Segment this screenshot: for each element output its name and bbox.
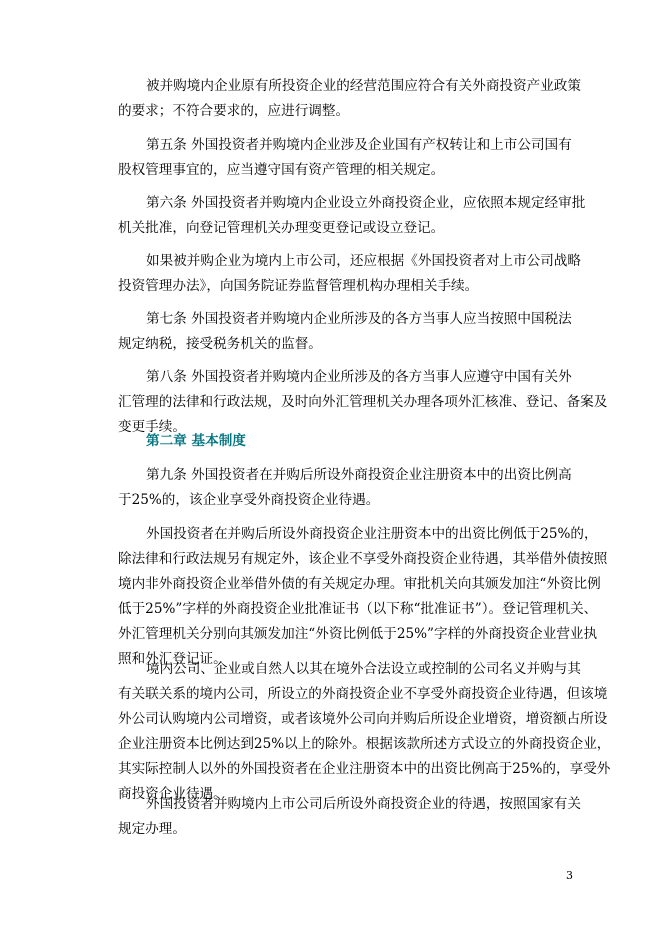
paragraph-line: 于25%的，该企业享受外商投资企业待遇。 [118, 492, 380, 508]
paragraph-line: 低于25%”字样的外商投资企业批准证书（以下称“批准证书”）。登记管理机关、 [118, 601, 598, 617]
paragraph-line: 除法律和行政法规另有规定外，该企业不享受外商投资企业待遇，其举借外债按照 [118, 551, 608, 567]
paragraph-line: 外国投资者在并购后所设外商投资企业注册资本中的出资比例低于25%的， [146, 526, 598, 542]
paragraph-line: 外公司认购境内公司增资，或者该境外公司向并购后所设企业增资，增资额占所设 [118, 711, 608, 727]
paragraph-line: 变更手续。 [118, 419, 186, 435]
paragraph-line: 境内非外商投资企业举借外债的有关规定办理。审批机关向其颁发加注“外资比例 [118, 576, 601, 592]
paragraph-line: 照和外汇登记证。 [118, 651, 227, 667]
paragraph-line: 规定纳税，接受税务机关的监督。 [118, 336, 322, 352]
paragraph-domestic-affiliates [118, 657, 611, 807]
paragraph-scope-adjustment [118, 74, 586, 124]
paragraph-article-6 [118, 191, 586, 241]
paragraph-line: 外汇管理机关分别向其颁发加注“外资比例低于25%”字样的外商投资企业营业执 [118, 626, 598, 642]
paragraph-line: 投资管理办法》，向国务院证券监督管理机构办理相关手续。 [118, 278, 479, 294]
paragraph-line: 的要求；不符合要求的，应进行调整。 [118, 103, 350, 119]
paragraph-line: 规定办理。 [118, 821, 186, 837]
paragraph-line: 机关批准，向登记管理机关办理变更登记或设立登记。 [118, 220, 445, 236]
chapter-heading: 第二章 基本制度 [146, 433, 246, 449]
paragraph-line: 其实际控制人以外的外国投资者在企业注册资本中的出资比例高于25%的，享受外 [118, 761, 611, 777]
paragraph-listed-treatment [118, 792, 586, 842]
paragraph-line: 商投资企业待遇。 [118, 786, 227, 802]
paragraph-line: 汇管理的法律和行政法规，及时向外汇管理机关办理各项外汇核准、登记、备案及 [118, 394, 608, 410]
paragraph-article-9 [118, 463, 586, 513]
paragraph-line: 有关联关系的境内公司，所设立的外商投资企业不享受外商投资企业待遇，但该境 [118, 686, 608, 702]
paragraph-line: 第八条 外国投资者并购境内企业所涉及的各方当事人应遵守中国有关外 [146, 369, 572, 385]
paragraph-line: 如果被并购企业为境内上市公司，还应根据《外国投资者对上市公司战略 [146, 253, 581, 269]
page-number: 3 [566, 869, 573, 882]
paragraph-line: 企业注册资本比例达到25%以上的除外。根据该款所述方式设立的外商投资企业， [118, 736, 611, 752]
paragraph-line: 股权管理事宜的，应当遵守国有资产管理的相关规定。 [118, 162, 445, 178]
paragraph-article-5 [118, 133, 586, 183]
paragraph-below-25-percent [118, 522, 608, 672]
paragraph-line: 外国投资者并购境内上市公司后所设外商投资企业的待遇，按照国家有关 [146, 796, 581, 812]
paragraph-line: 第六条 外国投资者并购境内企业设立外商投资企业，应依照本规定经审批 [146, 195, 586, 211]
paragraph-line: 境内公司、企业或自然人以其在境外合法设立或控制的公司名义并购与其 [146, 661, 581, 677]
paragraph-article-8 [118, 365, 608, 440]
paragraph-line: 第九条 外国投资者在并购后所设外商投资企业注册资本中的出资比例高 [146, 467, 572, 483]
paragraph-line: 第五条 外国投资者并购境内企业涉及企业国有产权转让和上市公司国有 [146, 137, 572, 153]
paragraph-line: 被并购境内企业原有所投资企业的经营范围应符合有关外商投资产业政策 [146, 78, 581, 94]
paragraph-line: 第七条 外国投资者并购境内企业所涉及的各方当事人应当按照中国税法 [146, 311, 572, 327]
paragraph-listed-company [118, 249, 586, 299]
paragraph-article-7 [118, 307, 586, 357]
